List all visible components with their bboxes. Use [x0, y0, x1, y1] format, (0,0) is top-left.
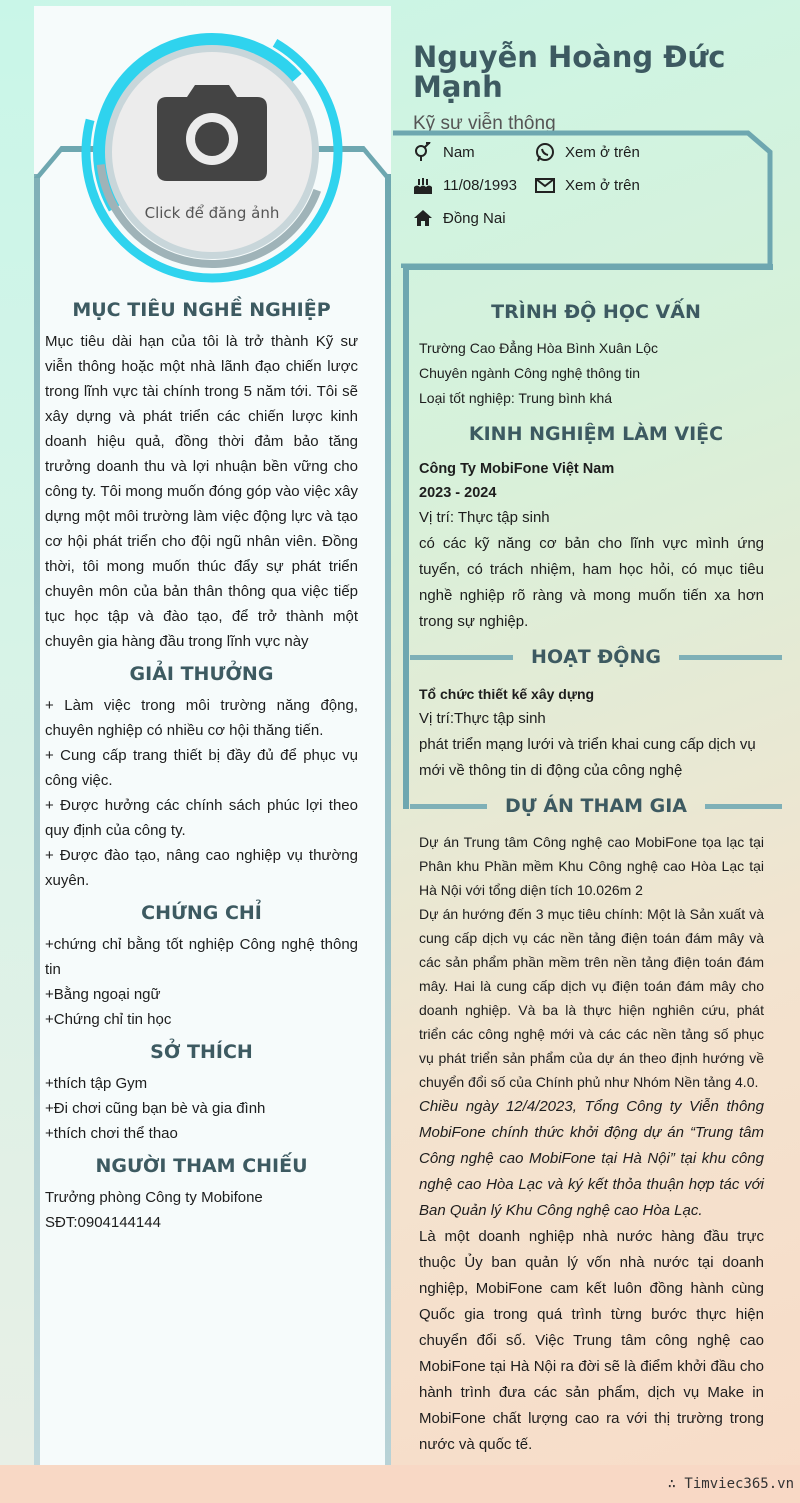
certificate-item: +Bằng ngoại ngữ: [45, 986, 161, 1003]
experience-company: Công Ty MobiFone Việt Nam: [419, 461, 615, 477]
email-value: Xem ở trên: [565, 176, 640, 194]
activities-section: [419, 682, 764, 784]
project-paragraph: Chiều ngày 12/4/2023, Tổng Công ty Viễn thông MobiFone chính thức khởi động dự án “Trung tâm Công nghệ cao MobiFone tại Hà Nội” tại khu công nghệ cao Hòa Lạc và ký kết thỏa thuận hợp tác với Ban Quản lý Khu Công nghệ cao Hòa Lạc.: [419, 1098, 764, 1219]
award-item: + Làm việc trong môi trường năng động, chuyên nghiệp có nhiều cơ hội thăng tiến.: [45, 697, 358, 739]
candidate-name: Nguyễn Hoàng Đức Mạnh: [413, 40, 726, 104]
page-background-left: [0, 0, 34, 1465]
awards-title: GIẢI THƯỞNG: [129, 663, 274, 685]
phone-info: [535, 142, 640, 162]
activities-org: Tổ chức thiết kế xây dựng: [419, 686, 595, 702]
camera-icon: [157, 85, 267, 181]
address-info: [413, 208, 506, 228]
watermark: ∴ Timviec365.vn: [667, 1476, 794, 1492]
avatar-placeholder[interactable]: [112, 52, 312, 252]
project-paragraph: Dự án Trung tâm Công nghệ cao MobiFone tọa lạc tại Phân khu Phần mềm Khu Công nghệ cao Hòa Lạc tại Hà Nội với tổng diện tích 10.026m 2: [419, 834, 764, 898]
projects-section: [419, 830, 764, 1458]
divider-line: [705, 804, 782, 809]
hobby-item: +thích chơi thể thao: [45, 1125, 178, 1142]
job-title: Kỹ sư viễn thông: [413, 113, 556, 134]
hobby-item: +Đi chơi cũng bạn bè và gia đình: [45, 1100, 266, 1117]
certificate-item: +Chứng chỉ tin học: [45, 1011, 172, 1028]
left-column-border-right: [385, 174, 391, 1465]
activities-position: Vị trí:Thực tập sinh: [419, 710, 546, 727]
reference-item: Trưởng phòng Công ty Mobifone: [45, 1189, 263, 1206]
divider-line: [679, 655, 782, 660]
divider-line: [410, 804, 487, 809]
gender-info: [413, 142, 475, 162]
education-school: Trường Cao Đẳng Hòa Bình Xuân Lộc: [419, 340, 659, 356]
divider-line: [410, 655, 513, 660]
activities-title: HOẠT ĐỘNG: [531, 646, 661, 668]
gender-value: Nam: [443, 143, 475, 161]
experience-position: Vị trí: Thực tập sinh: [419, 509, 550, 526]
avatar-upload-caption: Click để đăng ảnh: [144, 204, 280, 222]
phone-value: Xem ở trên: [565, 143, 640, 161]
birthdate-info: [413, 175, 517, 195]
career-goal-text: Mục tiêu dài hạn của tôi là trở thành Kỹ sư viễn thông hoặc một nhà lãnh đạo chiến lược trong lĩnh vực tài chính trong 5 năm tới. Tôi sẽ xây dựng và phát triển các chiến lược kinh doanh hiệu quả, đồng thời đảm bảo tăng trưởng doanh thu và lợi nhuận bền vững cho công ty. Tôi mong muốn đóng góp vào việc xây dựng một môi trường làm việc động lực và tạo cơ hội phát triển cho đội ngũ nhân viên. Đồng thời, tôi mong muốn thúc đẩy sự phát triển chuyên môn của bản thân thông qua việc tiếp tục học tập và đào tạo, để trở thành một chuyên gia hàng đầu trong lĩnh vực này: [45, 333, 358, 650]
experience-section: [419, 457, 764, 635]
address-value: Đồng Nai: [443, 209, 506, 227]
award-item: + Được đào tạo, nâng cao nghiệp vụ thường xuyên.: [45, 847, 358, 889]
avatar-upload[interactable]: [80, 20, 344, 284]
experience-description: có các kỹ năng cơ bản cho lĩnh vực mình ứng tuyển, có trách nhiệm, ham học hỏi, có mục tiêu nghề nghiệp rõ ràng và mong muốn tiến xa hơn trong sự nghiệp.: [419, 535, 764, 630]
education-major: Chuyên ngành Công nghệ thông tin: [419, 365, 641, 381]
whatsapp-icon: [535, 142, 555, 162]
activities-header: [410, 646, 782, 668]
birthdate-value: 11/08/1993: [443, 176, 517, 194]
education-grade: Loại tốt nghiệp: Trung bình khá: [419, 390, 613, 406]
hobby-item: +thích tập Gym: [45, 1075, 148, 1092]
award-item: + Được hưởng các chính sách phúc lợi theo quy định của công ty.: [45, 797, 358, 839]
certificates-title: CHỨNG CHỈ: [141, 902, 262, 924]
body-frame-left: [403, 264, 409, 809]
project-paragraph: Là một doanh nghiệp nhà nước hàng đầu trực thuộc Ủy ban quản lý vốn nhà nước tại doanh nghiệp, MobiFone cam kết luôn đồng hành cùng Quốc gia trong quá trình từng bước thực hiện chuyển đổi số. Việc Trung tâm công nghệ cao MobiFone tại Hà Nội ra đời sẽ là điểm khởi đầu cho hành trình đưa các sản phẩm, dịch vụ Make in MobiFone chất lượng cao ra với thị trường trong nước và quốc tế.: [419, 1228, 764, 1453]
birthday-cake-icon: [413, 175, 433, 195]
projects-title: DỰ ÁN THAM GIA: [505, 795, 687, 817]
references-title: NGƯỜI THAM CHIẾU: [95, 1155, 308, 1177]
career-goal-title: MỤC TIÊU NGHỀ NGHIỆP: [72, 299, 331, 321]
experience-period: 2023 - 2024: [419, 485, 497, 501]
activities-description: phát triển mạng lưới và triển khai cung cấp dịch vụ mới về thông tin di động của công nghệ: [419, 736, 756, 779]
hobbies-title: SỞ THÍCH: [150, 1041, 253, 1063]
gender-icon: [413, 142, 433, 162]
project-paragraph: Dự án hướng đến 3 mục tiêu chính: Một là Sản xuất và cung cấp dịch vụ các nền tảng điện toán đám mây và các sản phẩm phần mềm trên nền tảng điện toán đám mây. Hai là cung cấp dịch vụ điện toán đám mây cho doanh nghiệp. Và ba là thực hiện nghiên cứu, phát triển các công nghệ mới và các các nền tảng số phục vụ phát triển sản phẩm của dự án theo định hướng về chuyển đổi số của Chính phủ như Nhóm Nền tảng 4.0.: [419, 906, 764, 1090]
body-frame-top: [403, 264, 773, 270]
education-section: [419, 336, 764, 411]
email-info: [535, 175, 640, 195]
experience-title: KINH NGHIỆM LÀM VIỆC: [468, 423, 724, 445]
projects-header: [410, 795, 782, 817]
home-icon: [413, 208, 433, 228]
envelope-icon: [535, 175, 555, 195]
certificate-item: +chứng chỉ bằng tốt nghiệp Công nghệ thông tin: [45, 936, 358, 978]
award-item: + Cung cấp trang thiết bị đầy đủ để phục vụ công việc.: [45, 747, 358, 789]
left-content: [45, 298, 358, 1235]
left-column-border-left: [34, 174, 40, 1465]
education-title: TRÌNH ĐỘ HỌC VẤN: [491, 301, 701, 323]
reference-item: SĐT:0904144144: [45, 1214, 161, 1231]
